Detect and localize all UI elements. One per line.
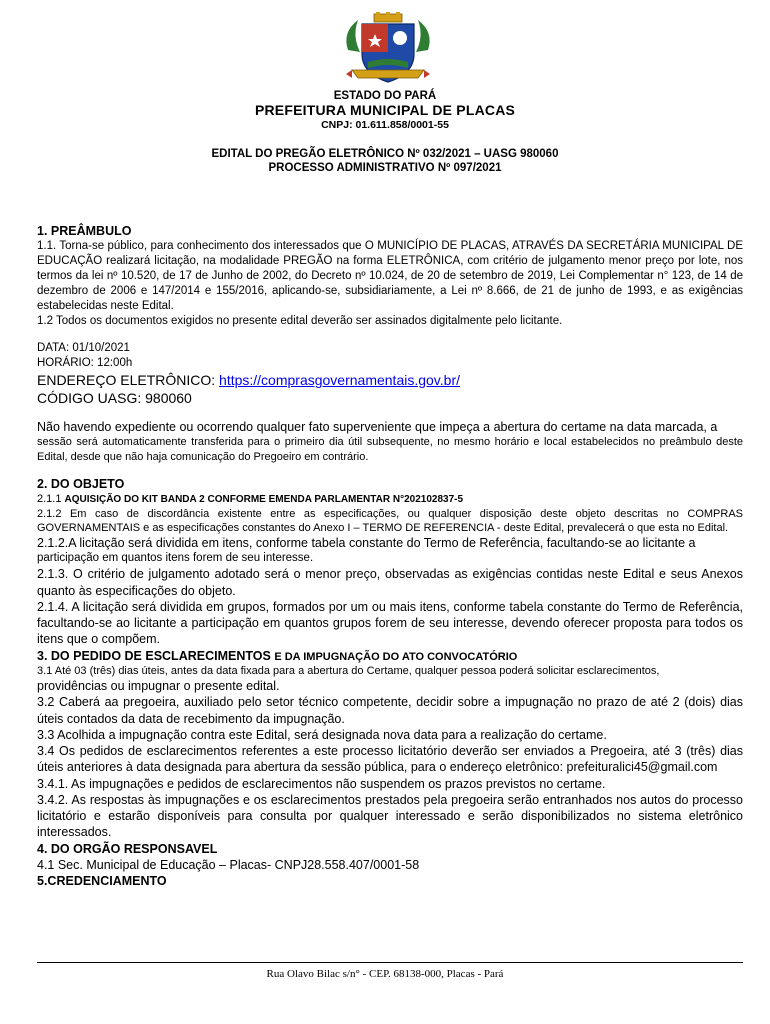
paragraph-3-4: 3.4 Os pedidos de esclarecimentos referentes a este processo licitatório deverão ser enviados a Pregoeira, até 3 (três) dias úteis anteriores à data designada para abertura da sessão pública, para o endereço eletrônico: prefeituralici45@gmail.com — [37, 744, 743, 775]
section-preambulo-heading: 1. PREÂMBULO — [37, 224, 132, 238]
notice-lead: Não havendo expediente ou ocorrendo qualquer fato superveniente que impeça a abertura do certame na data marcada, a — [37, 420, 718, 435]
paragraph-4-1: 4.1 Sec. Municipal de Educação – Placas- CNPJ28.558.407/0001-58 — [37, 857, 420, 872]
section-credenciamento-heading: 5.CREDENCIAMENTO — [37, 874, 167, 889]
paragraph-3-2: 3.2 Caberá aa pregoeira, auxiliado pelo setor técnico competente, decidir sobre a impugnação no prazo de até 2 (dois) dias úteis contados da data de recebimento da impugnação. — [37, 695, 743, 726]
electronic-address — [37, 371, 743, 389]
paragraph-3-4-1: 3.4.1. As impugnações e pedidos de esclarecimentos não suspendem os prazos previstos no certame. — [37, 776, 606, 791]
prefecture-cnpj: CNPJ: 01.611.858/0001-55 — [321, 119, 449, 131]
footer-divider — [37, 962, 743, 963]
paragraph-2-1-2: 2.1.2 Em caso de discordância existente entre as especificações, ou qualquer disposição deste objeto descritas no COMPRAS GOVERNAMENTAIS e as especificações constantes do Anexo I – TERMO DE REFERENCIA - deste Edital, prevalecerá o que esta no Edital. — [37, 507, 743, 534]
paragraph-2-1-1-number: 2.1.1 — [37, 493, 65, 506]
session-time: HORÁRIO: 12:00h — [37, 356, 133, 369]
section-pedido-heading-a: 3. DO PEDIDO DE ESCLARECIMENTOS — [37, 648, 275, 663]
session-date: DATA: 01/10/2021 — [37, 341, 130, 354]
paragraph-2-1-2a-line1: 2.1.2.A licitação será dividida em itens, conforme tabela constante do Termo de Referência, facultando-se ao licitante a — [37, 536, 696, 551]
uasg-code: CÓDIGO UASG: 980060 — [37, 389, 192, 406]
section-objeto-heading: 2. DO OBJETO — [37, 476, 125, 491]
state-name: ESTADO DO PARÁ — [333, 90, 437, 102]
paragraph-1-2: 1.2 Todos os documentos exigidos no presente edital deverão ser assinados digitalmente pelo licitante. — [37, 314, 563, 327]
paragraph-2-1-2a-line2: participação em quantos itens forem de seu interesse. — [37, 552, 314, 565]
paragraph-1-1: 1.1. Torna-se público, para conhecimento dos interessados que O MUNICÍPIO DE PLACAS, ATRAVÉS DA SECRETÁRIA MUNICIPAL DE EDUCAÇÃO realizará licitação, na modalidade PREGÃO na forma ELETRÔNICA, com critério de julgamento menor preço por lote, nos termos da lei nº 10.520, de 17 de Junho de 2002, do Decreto nº 10.024, de 20 de setembro de 2019, Lei Complementar n° 123, de 14 de dezembro de 2006 e 147/2014 e 155/2016, aplicando-se, subsidiariamente, a Lei nº 8.666, de 21 de junho de 1993, e as exigências estabelecidas neste Edital. — [37, 240, 743, 312]
process-title: PROCESSO ADMINISTRATIVO Nº 097/2021 — [268, 162, 502, 174]
paragraph-2-1-1 — [37, 492, 743, 506]
prefecture-name: PREFEITURA MUNICIPAL DE PLACAS — [254, 102, 516, 118]
footer-address: Rua Olavo Bilac s/n° - CEP. 68138-000, Placas - Pará — [266, 968, 504, 980]
electronic-address-label: ENDEREÇO ELETRÔNICO: — [37, 371, 220, 388]
paragraph-2-1-4: 2.1.4. A licitação será dividida em grupos, formados por um ou mais itens, conforme tabela constante do Termo de Referência, facultando-se ao licitante a participação em quantos grupos forem de seu interesse, devendo oferecer proposta para todos os itens que o compõem. — [37, 599, 743, 647]
section-pedido-heading — [37, 648, 743, 664]
section-orgao-heading: 4. DO ORGÃO RESPONSAVEL — [37, 841, 218, 856]
paragraph-3-4-2: 3.4.2. As respostas às impugnações e os esclarecimentos prestados pela pregoeira serão entranhados nos autos do processo licitatório e estarão disponíveis para consulta por qualquer interessado e serão disponibilizados no sistema eletrônico interessados. — [37, 792, 743, 840]
section-pedido-heading-b: E DA IMPUGNAÇÃO DO ATO CONVOCATÓRIO — [274, 650, 518, 663]
document-body — [37, 223, 743, 889]
electronic-address-link[interactable]: https://comprasgovernamentais.gov.br/ — [219, 371, 460, 388]
paragraph-2-1-1-text: AQUISIÇÃO DO KIT BANDA 2 CONFORME EMENDA PARLAMENTAR N°202102837-5 — [64, 494, 464, 506]
municipal-coat-of-arms — [338, 12, 438, 86]
paragraph-3-1-line1: 3.1 Até 03 (três) dias úteis, antes da data fixada para a abertura do Certame, qualquer pessoa poderá solicitar esclarecimentos, — [37, 664, 660, 677]
paragraph-3-1-line2: providências ou impugnar o presente edital. — [37, 679, 280, 694]
notice-rest: sessão será automaticamente transferida para o primeiro dia útil subsequente, no mesmo horário e local estabelecidos no preâmbulo deste Edital, desde que não haja comunicação do Pregoeiro em contrário. — [37, 436, 743, 463]
paragraph-2-1-3: 2.1.3. O critério de julgamento adotado será o menor preço, observadas as exigências contidas neste Edital e seus Anexos quanto às especificações do objeto. — [37, 567, 743, 598]
paragraph-3-3: 3.3 Acolhida a impugnação contra este Edital, será designada nova data para a realização do certame. — [37, 727, 607, 742]
edital-title: EDITAL DO PREGÃO ELETRÔNICO Nº 032/2021 – UASG 980060 — [211, 148, 559, 160]
